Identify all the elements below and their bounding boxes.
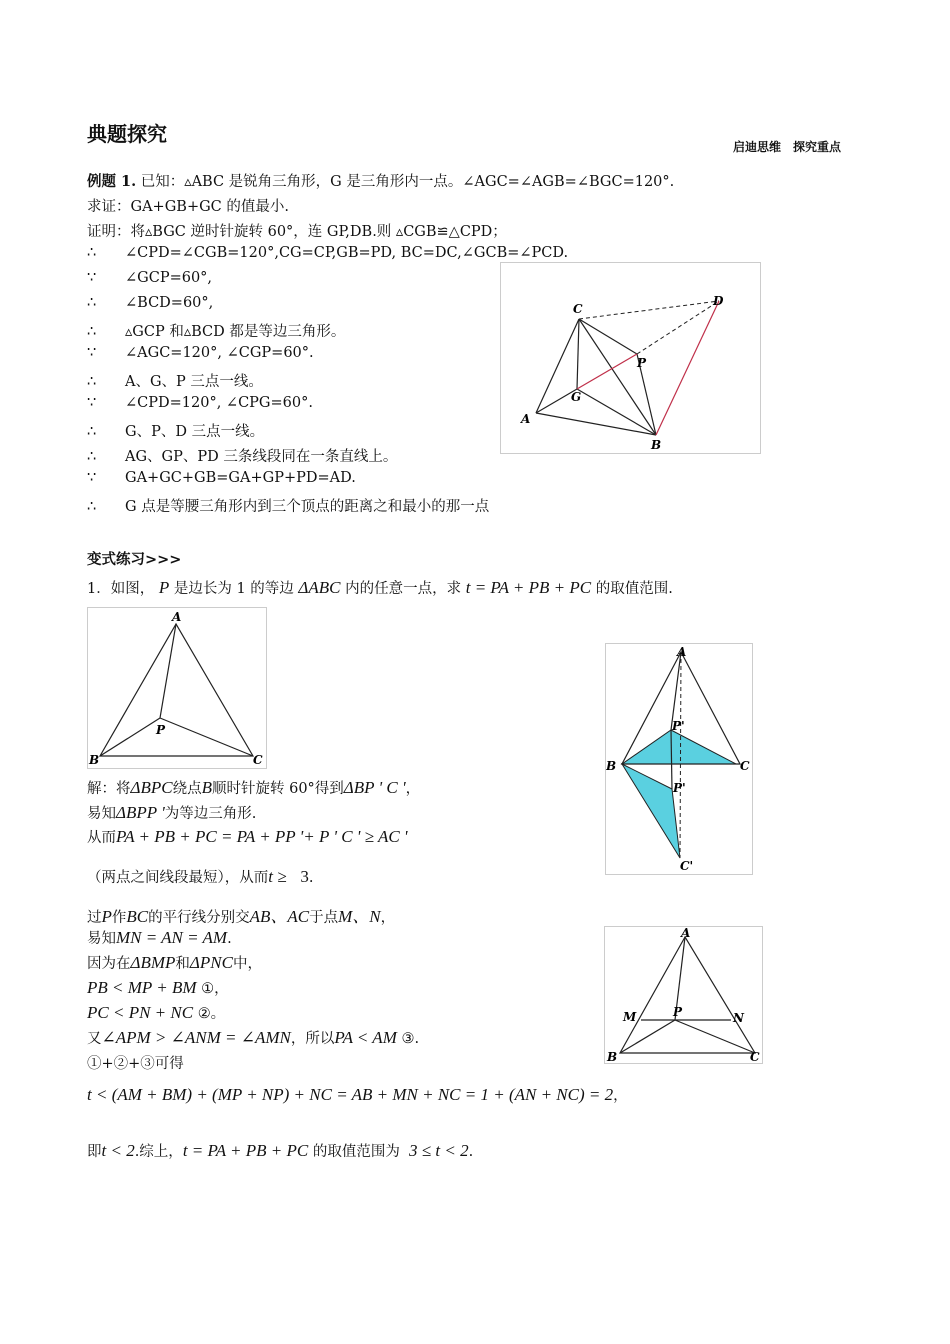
- solution-line-7: 因为在ΔBMP和ΔPNC中，: [87, 953, 262, 972]
- label-D: D: [713, 294, 724, 308]
- label-A: A: [172, 610, 182, 624]
- example-label: 例题 1.: [87, 173, 137, 190]
- proof-step: ∵ ∠AGC=120°, ∠CGP=60°.: [87, 345, 314, 361]
- label-A: A: [521, 412, 531, 426]
- proof-intro: 证明：将▵BGC 逆时针旋转 60°，连 GP,DB.则 ▵CGB≌△CPD；: [87, 224, 507, 240]
- label-P: P: [156, 723, 166, 737]
- figure-parallel-mn: [604, 926, 763, 1064]
- label-G: G: [571, 390, 582, 404]
- solution-conclusion: 即t < 2.综上，t = PA + PB + PC 的取值范围为 3 ≤ t < 2.: [87, 1141, 474, 1160]
- solution-line-11: ①+②+③可得: [87, 1056, 184, 1072]
- solution-line-9: PC < PN + NC ②。: [87, 1003, 226, 1022]
- label-P: P: [637, 356, 647, 370]
- solution-line-3: 从而PA + PB + PC = PA + PP '+ P ' C ' ≥ AC ': [87, 827, 408, 846]
- label-B: B: [89, 753, 100, 767]
- proof-step: ∵ ∠GCP=60°,: [87, 270, 213, 286]
- practice-problem: 1．如图， P 是边长为 1 的等边 ΔABC 内的任意一点，求 t = PA + PB + PC 的取值范围.: [87, 578, 673, 597]
- proof-step: ∴ AG、GP、PD 三条线段同在一条直线上。: [87, 449, 398, 465]
- label-N: N: [733, 1011, 744, 1025]
- solution-line-5: 过P作BC的平行线分别交AB、AC于点M、N，: [87, 907, 396, 926]
- label-B: B: [651, 438, 662, 452]
- proof-step: ∴ G、P、D 三点一线。: [87, 424, 265, 440]
- label-P-prime: P': [673, 781, 686, 795]
- figure-fermat-point: [500, 262, 761, 454]
- proof-step: ∵ ∠CPD=120°, ∠CPG=60°.: [87, 395, 313, 411]
- proof-step: ∴ ∠BCD=60°,: [87, 295, 214, 311]
- section-subtitle: 启迪思维 探究重点: [733, 140, 842, 154]
- section-title: 典题探究: [87, 122, 167, 146]
- solution-line-8: PB < MP + BM ①，: [87, 978, 229, 997]
- label-C-prime: C': [680, 859, 694, 873]
- label-B: B: [606, 759, 617, 773]
- solution-line-10: 又∠APM > ∠ANM = ∠AMN，所以PA < AM ③.: [87, 1028, 420, 1047]
- proof-step: ∴ G 点是等腰三角形内到三个顶点的距离之和最小的那一点: [87, 499, 490, 515]
- label-C: C: [253, 753, 263, 767]
- label-C: C: [740, 759, 750, 773]
- example-prove: 求证：GA+GB+GC 的值最小.: [87, 199, 289, 215]
- practice-heading: 变式练习>>>: [87, 552, 182, 568]
- label-A: A: [677, 645, 687, 659]
- label-C: C: [573, 302, 583, 316]
- label-A: A: [681, 927, 691, 940]
- proof-step: ∴ ∠CPD=∠CGB=120°,CG=CP,GB=PD, BC=DC,∠GCB=∠PCD.: [87, 245, 569, 261]
- solution-line-4: （两点之间线段最短），从而t ≥ 3.: [87, 867, 314, 886]
- label-M: M: [623, 1010, 637, 1024]
- label-B: B: [607, 1050, 618, 1063]
- proof-step: ∴ ▵GCP 和▵BCD 都是等边三角形。: [87, 324, 346, 340]
- solution-line-12: t < (AM + BM) + (MP + NP) + NC = AB + MN + NC = 1 + (AN + NC) = 2，: [87, 1085, 628, 1104]
- figure-rotation: [605, 643, 753, 875]
- solution-line-6: 易知MN = AN = AM.: [87, 928, 232, 947]
- label-P: P: [673, 1005, 683, 1019]
- proof-step: ∵ GA+GC+GB=GA+GP+PD=AD.: [87, 470, 356, 486]
- proof-step: ∴ A、G、P 三点一线。: [87, 374, 263, 390]
- label-C: C: [750, 1050, 760, 1063]
- label-P: P': [672, 719, 685, 733]
- figure-triangle-p: [87, 607, 267, 769]
- example-given-line: [87, 170, 674, 191]
- example-given: 已知：▵ABC 是锐角三角形，G 是三角形内一点。∠AGC=∠AGB=∠BGC=120°.: [140, 174, 675, 190]
- solution-line-1: 解：将ΔBPC绕点B顺时针旋转 60°得到ΔBP ' C '，: [87, 778, 421, 797]
- solution-line-2: 易知ΔBPP '为等边三角形.: [87, 803, 257, 822]
